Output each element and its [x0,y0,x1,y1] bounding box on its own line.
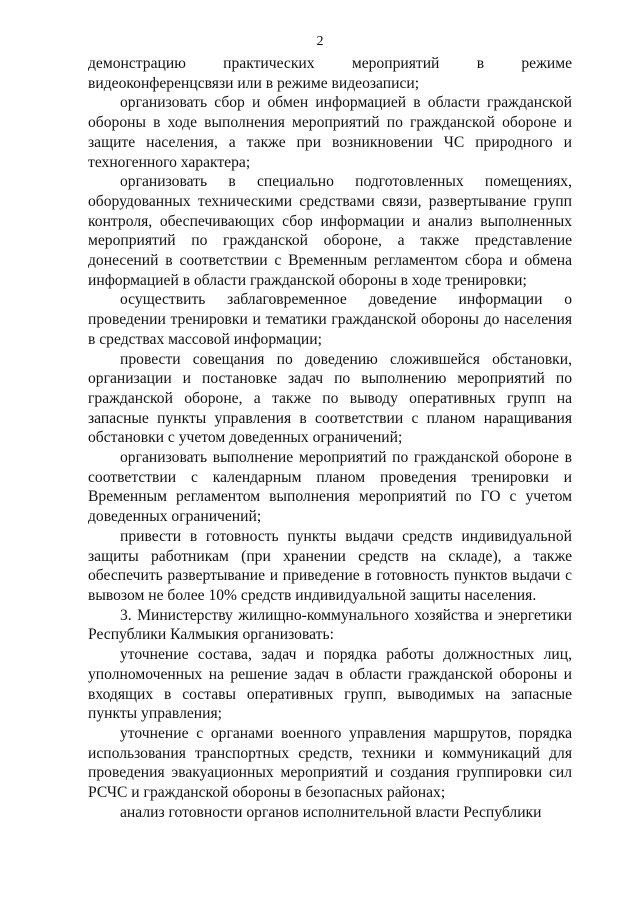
paragraph-8-section-3: 3. Министерству жилищно-коммунального хозяйства и энергетики Республики Калмыкия организовать: [88,606,572,644]
paragraph-3: организовать в специально подготовленных помещениях, оборудованных техническими средствами связи, развертывание групп контроля, обеспечивающих сбор информации и анализ выполненных мероприятий по гражданской обороне, а также представление донесений в соответствии с Временным регламентом сбора и обмена информацией в области гражданской обороны в ходе тренировки; [88,173,572,289]
paragraph-2: организовать сбор и обмен информацией в области гражданской обороны в ходе выполнения мероприятий по гражданской обороне и защите населения, а также при возникновении ЧС природного и техногенного характера; [88,94,572,171]
page-number: 2 [316,34,324,49]
paragraph-7: привести в готовность пункты выдачи средств индивидуальной защиты работникам (при хранении средств на складе), а также обеспечить развертывание и приведение в готовность пунктов выдачи с вывозом не более 10% средств индивидуальной защиты населения. [88,527,572,604]
paragraph-1: демонстрацию практических мероприятий в режиме видеоконференцсвязи или в режиме видеозаписи; [88,55,572,92]
document-body [88,54,572,822]
paragraph-6: организовать выполнение мероприятий по гражданской обороне в соответствии с календарным планом проведения тренировки и Временным регламентом выполнения мероприятий по ГО с учетом доведенных ограничений; [88,449,572,526]
paragraph-4: осуществить заблаговременное доведение информации о проведении тренировки и тематики гражданской обороны до населения в средствах массовой информации; [88,291,572,348]
paragraph-5: провести совещания по доведению сложившейся обстановки, организации и постановке задач по выполнению мероприятий по гражданской обороне, а также по выводу оперативных групп на запасные пункты управления в соответствии с планом наращивания обстановки с учетом доведенных ограничений; [88,350,572,447]
paragraph-10: уточнение с органами военного управления маршрутов, порядка использования транспортных средств, техники и коммуникаций для проведения эвакуационных мероприятий и создания группировки сил РСЧС и гражданской обороны в безопасных районах; [88,724,572,802]
paragraph-11: анализ готовности органов исполнительной власти Республики [120,803,542,821]
paragraph-9: уточнение состава, задач и порядка работы должностных лиц, уполномоченных на решение задач в области гражданской обороны и входящих в составы оперативных групп, выводимых на запасные пункты управления; [88,646,572,723]
